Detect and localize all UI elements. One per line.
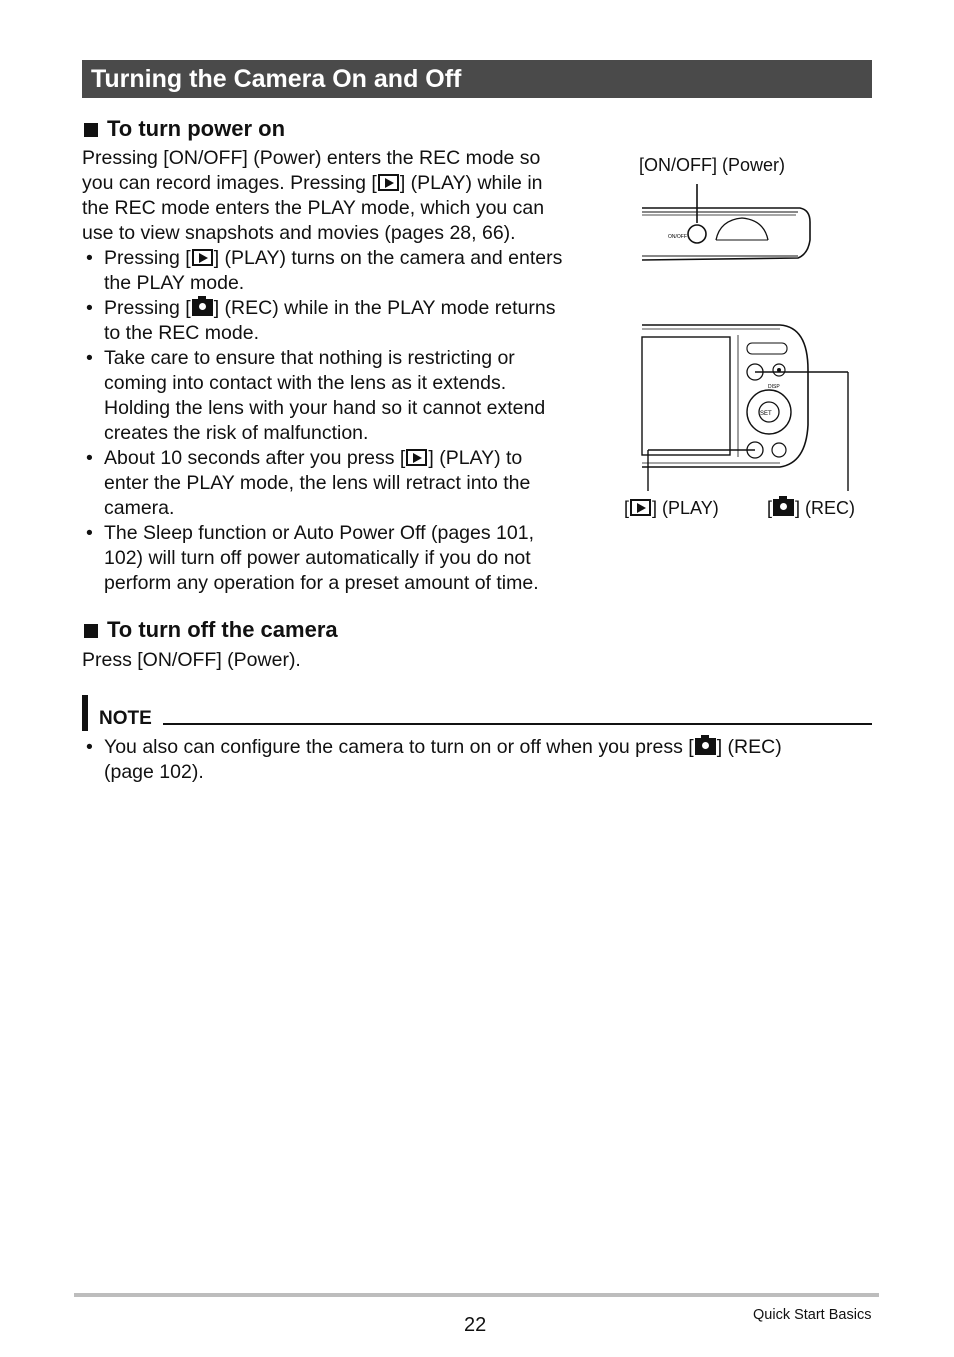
note-text: You also can configure the camera to turn on or off when you press [ [104, 736, 694, 758]
footer-divider [74, 1293, 879, 1297]
bullet-dot: • [86, 447, 93, 469]
camera-back-view-illustration [630, 315, 860, 495]
rec-button-label [767, 497, 855, 519]
label-text: [ [767, 498, 773, 518]
bullet-dot: • [86, 522, 93, 544]
set-button-label: SET [760, 411, 772, 417]
list-item [82, 346, 612, 446]
intro-line: Pressing [ON/OFF] (Power) enters the REC mode so [82, 147, 541, 169]
camera-top-view-illustration [630, 180, 820, 270]
bullet-dot: • [86, 297, 93, 319]
bullet-dot: • [86, 347, 93, 369]
play-button-label [624, 497, 719, 519]
bullet-dot: • [86, 247, 93, 269]
list-item [82, 246, 612, 296]
play-button-icon [378, 174, 399, 191]
list-item [82, 521, 612, 596]
power-button-label: [ON/OFF] (Power) [639, 155, 786, 175]
play-button-icon [406, 449, 427, 466]
onoff-small-label: ON/OFF [668, 234, 687, 240]
bullet-text: the PLAY mode. [104, 272, 245, 294]
play-button-icon [192, 249, 213, 266]
bullet-text: to the REC mode. [104, 322, 259, 344]
note-text: ] (REC) [716, 736, 782, 758]
footer-section-name: Quick Start Basics [753, 1307, 872, 1323]
note-divider [163, 723, 872, 725]
bullet-text: Take care to ensure that nothing is restricting or [104, 347, 515, 369]
intro-paragraph [82, 146, 544, 246]
bullet-text: 102) will turn off power automatically if you do not [104, 547, 531, 569]
note-text: (page 102). [104, 761, 204, 783]
intro-line: ] (PLAY) while in [399, 172, 543, 194]
camera-rec-icon [192, 299, 213, 316]
heading-turn-power-on [84, 115, 285, 143]
intro-line: use to view snapshots and movies (pages 28, 66). [82, 222, 516, 244]
list-item [82, 735, 872, 785]
turn-off-text: Press [ON/OFF] (Power). [82, 649, 301, 671]
bullet-text: Holding the lens with your hand so it cannot extend [104, 397, 546, 419]
square-bullet-icon [84, 624, 98, 638]
note-marker [82, 695, 88, 731]
intro-line: you can record images. Pressing [ [82, 172, 377, 194]
heading-text: To turn power on [107, 116, 286, 141]
heading-text: To turn off the camera [107, 617, 338, 642]
camera-rec-icon [695, 738, 716, 755]
list-item [82, 296, 612, 346]
bullet-text: coming into contact with the lens as it extends. [104, 372, 507, 394]
intro-line: the REC mode enters the PLAY mode, which you can [82, 197, 545, 219]
bullet-text: creates the risk of malfunction. [104, 422, 369, 444]
camera-rec-icon [773, 499, 794, 516]
label-text: ] (PLAY) [652, 498, 719, 518]
bullet-text: Pressing [ [104, 247, 191, 269]
heading-turn-off-camera [84, 616, 338, 644]
note-label: NOTE [99, 708, 152, 729]
square-bullet-icon [84, 123, 98, 137]
play-button-icon [630, 499, 651, 516]
page-number: 22 [464, 1314, 487, 1336]
bullet-text: enter the PLAY mode, the lens will retract into the [104, 472, 531, 494]
power-on-bullets [82, 246, 612, 596]
bullet-dot: • [86, 736, 93, 758]
label-text: ] (REC) [795, 498, 856, 518]
bullet-text: ] (PLAY) turns on the camera and enters [213, 247, 563, 269]
bullet-text: Pressing [ [104, 297, 191, 319]
note-bullets [82, 735, 872, 785]
bullet-text: perform any operation for a preset amount of time. [104, 572, 539, 594]
list-item [82, 446, 612, 521]
disp-label: DISP [768, 384, 780, 390]
bullet-text: The Sleep function or Auto Power Off (pages 101, [104, 522, 534, 544]
page-title: Turning the Camera On and Off [82, 60, 872, 98]
bullet-text: About 10 seconds after you press [ [104, 447, 406, 469]
label-text: [ [624, 498, 630, 518]
bullet-text: ] (PLAY) to [428, 447, 523, 469]
bullet-text: camera. [104, 497, 175, 519]
bullet-text: ] (REC) while in the PLAY mode returns [213, 297, 556, 319]
